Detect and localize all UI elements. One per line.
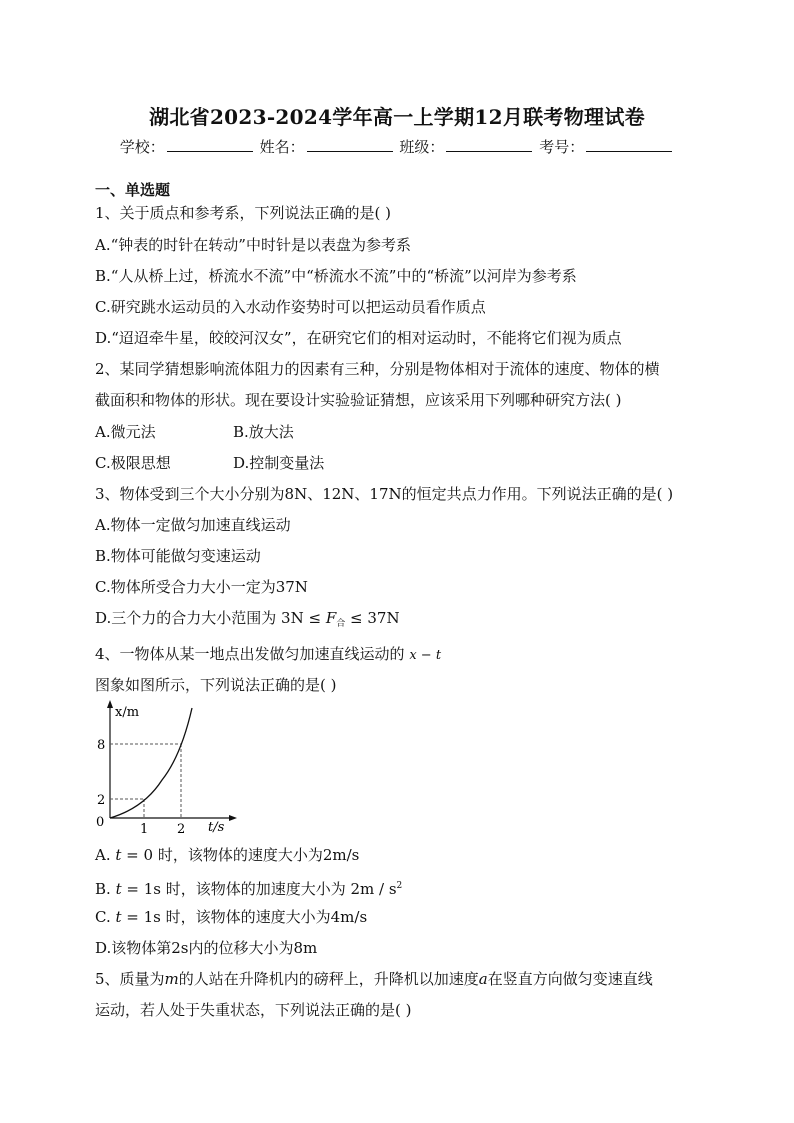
name-blank[interactable] <box>307 139 393 152</box>
q2-stem-line1: 2、某同学猜想影响流体阻力的因素有三种，分别是物体相对于流体的速度、物体的横 <box>95 360 660 378</box>
student-info-row <box>0 136 794 157</box>
exam-no-label: 考号： <box>539 138 585 156</box>
x-tick-2: 2 <box>177 822 186 837</box>
q2-stem-line2: 截面积和物体的形状。现在要设计实验验证猜想，应该采用下列哪种研究方法( ) <box>95 391 622 409</box>
school-label: 学校： <box>119 138 165 156</box>
q5-stem-part3: 在竖直方向做匀变速直线 <box>487 970 653 988</box>
class-blank[interactable] <box>446 139 532 152</box>
exam-title: 湖北省2023-2024学年高一上学期12月联考物理试卷 <box>149 105 645 129</box>
q5-stem-part1: 5、质量为 <box>95 970 165 988</box>
x-axis-arrow-icon <box>229 815 237 821</box>
y-axis-label: x/m <box>115 705 140 720</box>
q1-option-d: D.“迢迢牵牛星，皎皎河汉女”，在研究它们的相对运动时，不能将它们视为质点 <box>95 329 622 347</box>
q4-option-a <box>95 845 359 865</box>
q1-option-b: B.“人从桥上过，桥流水不流”中“桥流水不流”中的“桥流”以河岸为参考系 <box>95 267 577 285</box>
q4-stem-line1 <box>95 644 441 666</box>
q4-stem-var: x − t <box>409 648 442 663</box>
q5-stem-line1 <box>95 969 653 989</box>
q5-accel-var: a <box>478 970 488 988</box>
q4-a-prefix: A. <box>95 846 116 864</box>
x-t-graph <box>92 700 242 840</box>
q3-d-prefix: D.三个力的合力大小范围为 3N ≤ <box>95 609 326 627</box>
q3-option-b: B.物体可能做匀变速运动 <box>95 547 261 565</box>
q5-stem-line2: 运动，若人处于失重状态，下列说法正确的是( ) <box>95 1001 412 1019</box>
class-label: 班级： <box>399 138 445 156</box>
exam-no-blank[interactable] <box>586 139 672 152</box>
q4-stem-prefix: 4、一物体从某一地点出发做匀加速直线运动的 <box>95 645 410 663</box>
x-tick-1: 1 <box>140 822 149 837</box>
q2-options-row1 <box>95 422 294 442</box>
q4-stem-line2: 图象如图所示，下列说法正确的是( ) <box>95 676 337 694</box>
q2-options-row2 <box>95 453 325 473</box>
q4-b-sup: 2 <box>396 881 403 891</box>
q3-option-a: A.物体一定做匀加速直线运动 <box>95 516 291 534</box>
q1-option-c: C.研究跳水运动员的入水动作姿势时可以把运动员看作质点 <box>95 298 486 316</box>
origin-label: 0 <box>96 815 105 830</box>
section-heading: 一、单选题 <box>95 181 171 199</box>
q3-d-sub: 合 <box>336 619 346 629</box>
q3-option-d <box>95 608 400 634</box>
q4-option-c <box>95 907 367 927</box>
y-tick-2: 2 <box>97 793 106 808</box>
q4-c-text: = 1s 时，该物体的速度大小为4m/s <box>121 908 368 926</box>
y-tick-8: 8 <box>97 738 106 753</box>
q4-b-text: = 1s 时，该物体的加速度大小为 2m / s <box>121 880 397 898</box>
q3-d-force: F <box>325 609 337 627</box>
q2-option-b: B.放大法 <box>233 423 294 441</box>
q4-option-b <box>95 876 402 899</box>
q4-a-text: = 0 时，该物体的速度大小为2m/s <box>121 846 360 864</box>
q2-option-d: D.控制变量法 <box>233 454 325 472</box>
q4-option-d: D.该物体第2s内的位移大小为8m <box>95 939 318 957</box>
school-blank[interactable] <box>167 139 253 152</box>
q2-option-a: A.微元法 <box>95 423 156 441</box>
x-axis-label: t/s <box>208 820 225 835</box>
x-t-curve <box>110 708 192 818</box>
q1-stem: 1、关于质点和参考系，下列说法正确的是( ) <box>95 204 392 222</box>
q4-a-var: t <box>115 846 122 864</box>
q4-b-var: t <box>115 880 122 898</box>
q5-mass-var: m <box>164 970 179 988</box>
q2-option-c: C.极限思想 <box>95 454 171 472</box>
q5-stem-part2: 的人站在升降机内的磅秤上，升降机以加速度 <box>178 970 479 988</box>
q1-option-a: A.“钟表的时针在转动”中时针是以表盘为参考系 <box>95 236 411 254</box>
name-label: 姓名： <box>259 138 305 156</box>
q3-option-c: C.物体所受合力大小一定为37N <box>95 578 308 596</box>
q4-b-prefix: B. <box>95 880 116 898</box>
q3-stem: 3、物体受到三个大小分别为8N、12N、17N的恒定共点力作用。下列说法正确的是( ) <box>95 485 674 503</box>
y-axis-arrow-icon <box>107 700 113 708</box>
q3-d-suffix: ≤ 37N <box>345 609 400 627</box>
q4-c-prefix: C. <box>95 908 116 926</box>
q4-c-var: t <box>115 908 122 926</box>
